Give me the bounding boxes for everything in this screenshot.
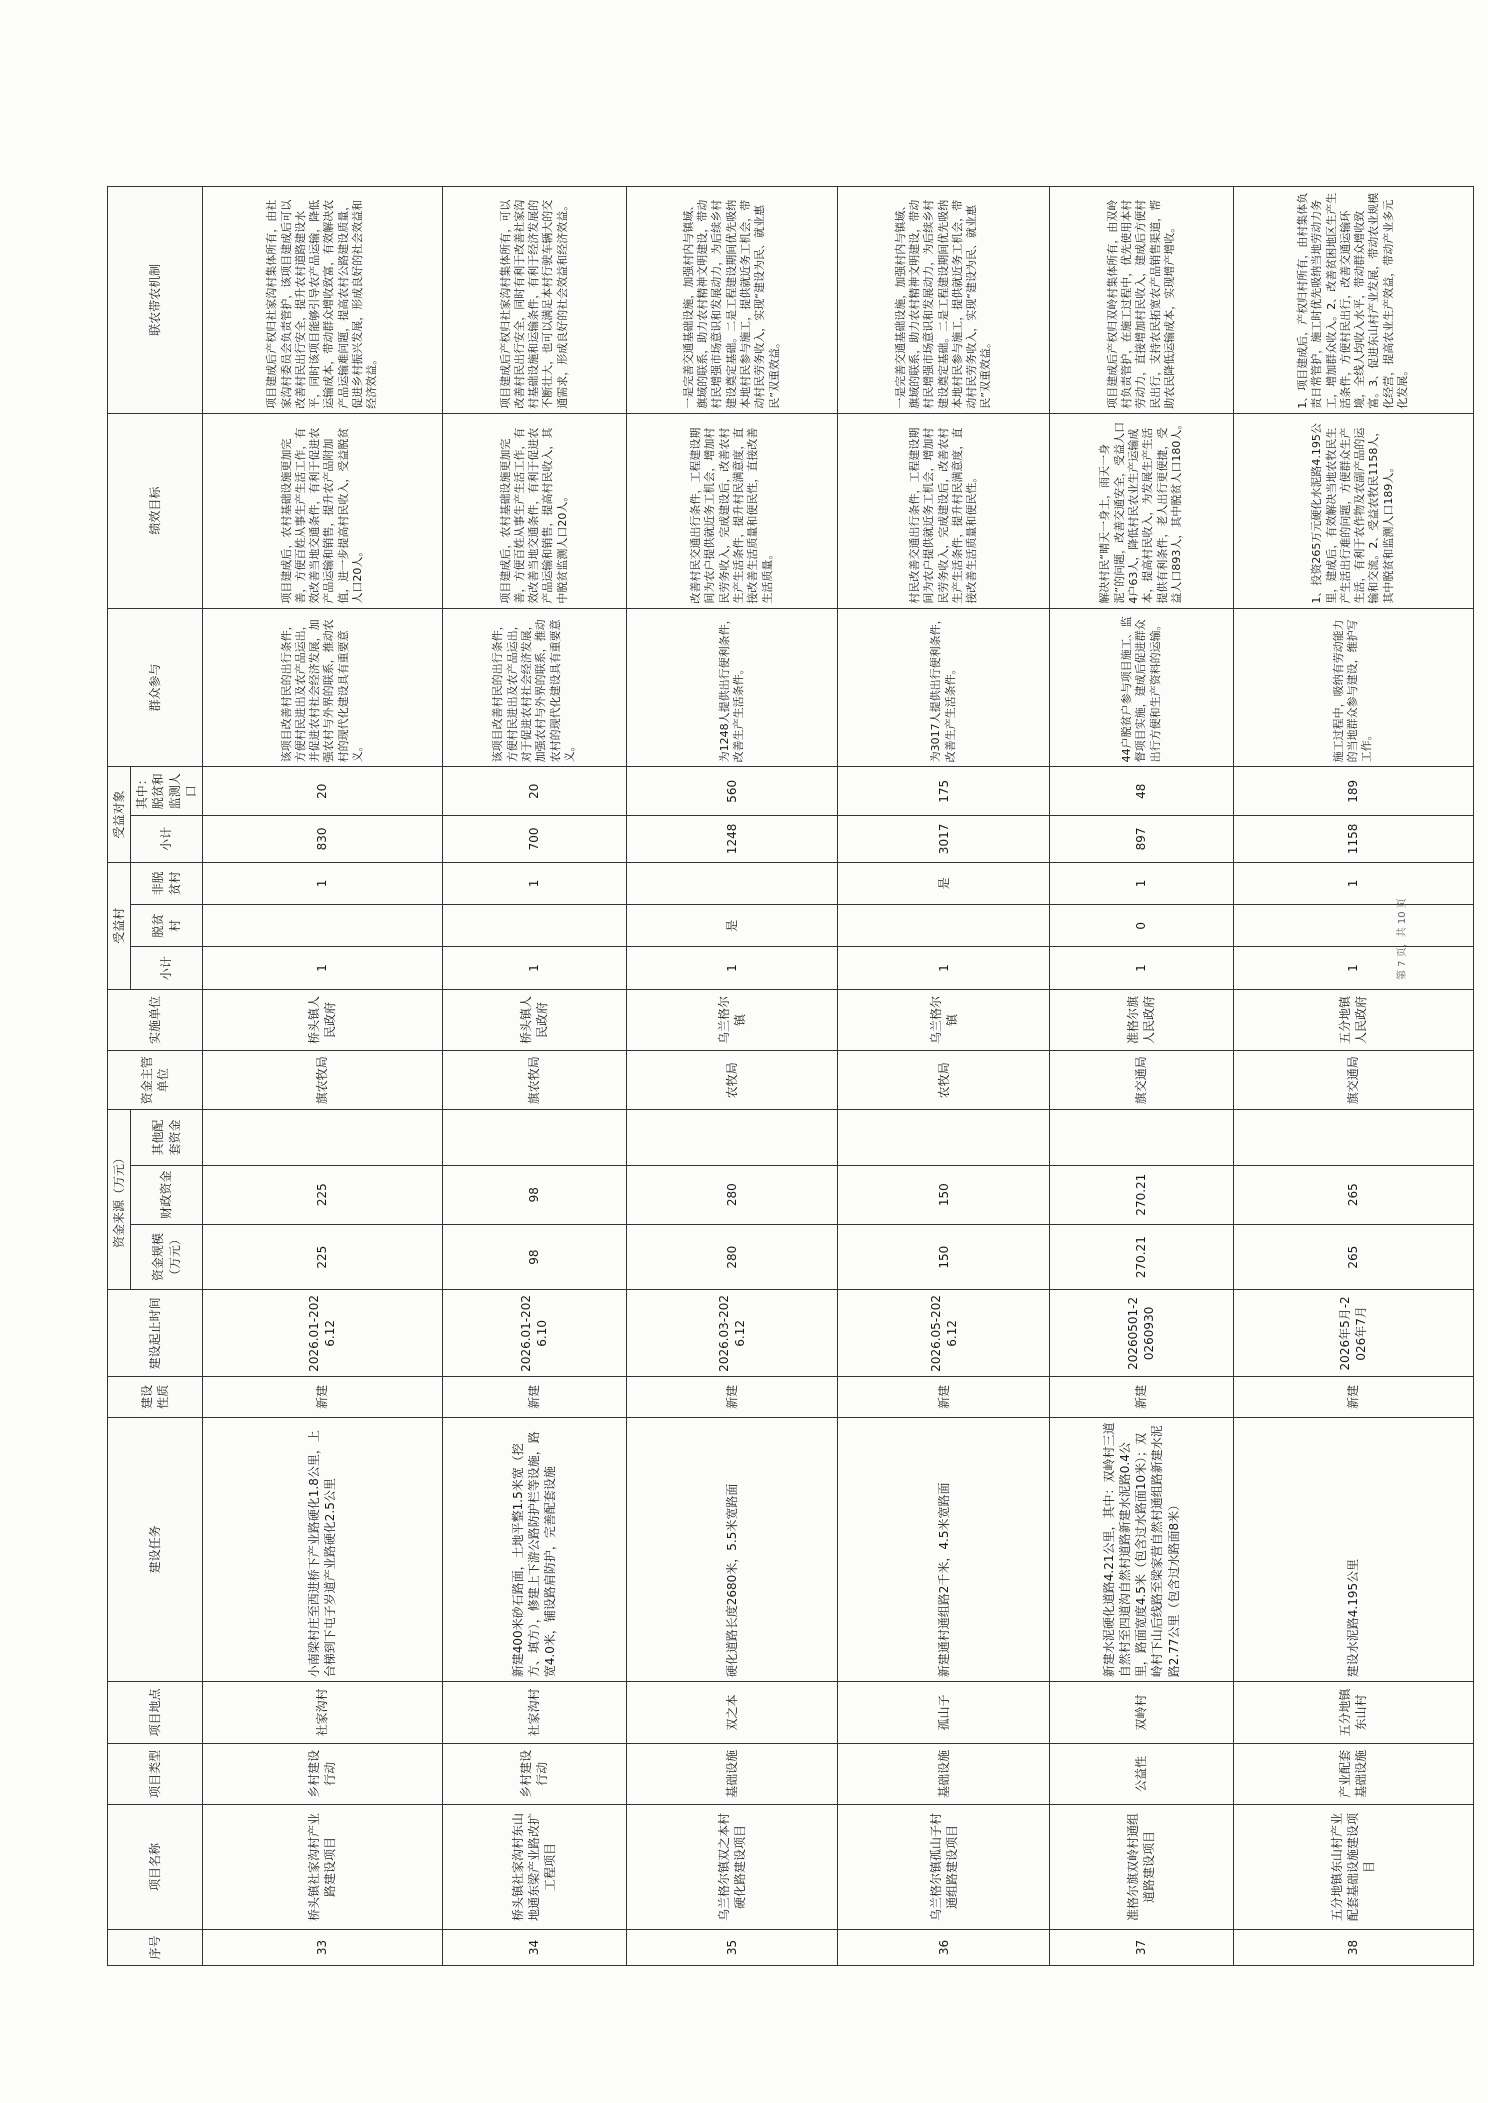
cell-v-poor: 是 <box>626 905 838 947</box>
header-goal: 绩效目标 <box>108 413 203 608</box>
cell-mechanism: 一是完善交通基础设施，加强村内与镇域、旗域的联系，助力农村精神文明建设，带动村民增强市场意识和发展动力，为后续乡村建设奠定基础。二是工程建设期间优先吸纳本地村民参与施工，提供就近务工机会，带动村民劳务收入，实现“建设为民、就业惠民”双重效益。 <box>626 187 838 414</box>
header-mechanism: 联农带农机制 <box>108 187 203 414</box>
cell-other <box>838 1110 1050 1165</box>
cell-other <box>626 1110 838 1165</box>
cell-seq: 37 <box>1050 1930 1234 1966</box>
cell-content: 新建400米砂石路面，土地平整1.5米宽（挖方、填方），修建上下游公路防护栏等设施，路宽4.0米，铺设路肩防护，完善配套设施 <box>443 1417 627 1682</box>
cell-name: 准格尔旗双岭村通组道路建设项目 <box>1050 1805 1234 1930</box>
cell-dept: 旗农牧局 <box>443 1051 627 1110</box>
cell-p-poor: 20 <box>202 767 442 816</box>
table-body <box>202 187 1473 1966</box>
cell-scale: 280 <box>626 1224 838 1290</box>
cell-type: 产业配套基础设施 <box>1233 1743 1473 1804</box>
cell-nature: 新建 <box>626 1377 838 1417</box>
cell-fiscal: 150 <box>838 1165 1050 1224</box>
cell-nature: 新建 <box>443 1377 627 1417</box>
cell-v-total: 1 <box>202 947 442 989</box>
cell-v-total: 1 <box>626 947 838 989</box>
cell-scale: 225 <box>202 1224 442 1290</box>
header-v-nonpoor: 非脱贫村 <box>131 862 203 904</box>
cell-period: 2026年5月-2026年7月 <box>1233 1290 1473 1377</box>
table-row <box>838 187 1050 1966</box>
cell-p-total: 700 <box>443 816 627 863</box>
cell-name: 乌兰格尔镇双之本村硬化路建设项目 <box>626 1805 838 1930</box>
cell-type: 公益性 <box>1050 1743 1234 1804</box>
header-scale: 资金规模（万元） <box>131 1224 203 1290</box>
cell-goal: 改善村民交通出行条件，工程建设期间为农户提供就近务工机会，增加村民劳务收入，完成建设后，改善农村生产生活条件，提升村民满意度，直接改善生活质量和便民性，直接改善生活质量。 <box>626 413 838 608</box>
cell-scale: 98 <box>443 1224 627 1290</box>
cell-v-nonpoor: 1 <box>443 862 627 904</box>
cell-period: 2026.03-2026.12 <box>626 1290 838 1377</box>
header-people-group: 受益对象 <box>108 767 131 862</box>
cell-scale: 265 <box>1233 1224 1473 1290</box>
cell-location: 孤山子 <box>838 1682 1050 1743</box>
page-footer: 第 7 页，共 10 页 <box>1397 898 1408 980</box>
cell-nature: 新建 <box>838 1377 1050 1417</box>
header-nature: 建设性质 <box>108 1377 203 1417</box>
cell-participation: 为1248人提供出行便利条件，改善生产生活条件。 <box>626 608 838 767</box>
cell-p-total: 1248 <box>626 816 838 863</box>
cell-content: 小南梁村庄至西进桥下产业路硬化1.8公里，上台梯到下屯子岁道产业路硬化2.5公里 <box>202 1417 442 1682</box>
cell-v-poor <box>202 905 442 947</box>
cell-v-nonpoor <box>626 862 838 904</box>
cell-name: 桥头镇社家沟村产业路建设项目 <box>202 1805 442 1930</box>
header-row-1 <box>108 187 131 1966</box>
cell-p-poor: 175 <box>838 767 1050 816</box>
cell-p-total: 897 <box>1050 816 1234 863</box>
cell-location: 双岭村 <box>1050 1682 1234 1743</box>
table-row <box>626 187 838 1966</box>
cell-name: 乌兰格尔镇孤山子村通组路建设项目 <box>838 1805 1050 1930</box>
header-fiscal: 财政资金 <box>131 1165 203 1224</box>
cell-impl: 乌兰格尔镇 <box>626 989 838 1050</box>
header-location: 项目地点 <box>108 1682 203 1743</box>
cell-impl: 桥头镇人民政府 <box>443 989 627 1050</box>
cell-goal: 解决村民“晴天一身土，雨天一身泥”的问题，改善交通安全，受益人口4户63人，降低村民农业生产运输成本，提高村民收入，为发展生产生活提供有利条件，老人出行更便捷，受益人口893人，其中脱贫人口180人。 <box>1050 413 1234 608</box>
cell-type: 乡村建设行动 <box>443 1743 627 1804</box>
cell-seq: 36 <box>838 1930 1050 1966</box>
cell-v-nonpoor: 1 <box>1050 862 1234 904</box>
cell-p-total: 1158 <box>1233 816 1473 863</box>
cell-nature: 新建 <box>202 1377 442 1417</box>
cell-fiscal: 265 <box>1233 1165 1473 1224</box>
table-row <box>443 187 627 1966</box>
cell-v-nonpoor: 1 <box>1233 862 1473 904</box>
cell-participation: 该项目改善村民的出行条件，方便村民进出及农产品运出，对于促进农村社会经济发展，加强农村与外界的联系，推动农村的现代化建设具有重要意义。 <box>443 608 627 767</box>
table-row <box>1233 187 1473 1966</box>
header-participation: 群众参与 <box>108 608 203 767</box>
header-impl: 实施单位 <box>108 989 203 1050</box>
cell-seq: 35 <box>626 1930 838 1966</box>
header-name: 项目名称 <box>108 1805 203 1930</box>
header-villages-group: 受益村 <box>108 862 131 989</box>
cell-period: 2026.01-2026.12 <box>202 1290 442 1377</box>
cell-p-poor: 20 <box>443 767 627 816</box>
cell-period: 2026.01-2026.10 <box>443 1290 627 1377</box>
cell-v-poor <box>443 905 627 947</box>
cell-name: 桥头镇社家沟村东山地通东梁产业路改扩工程项目 <box>443 1805 627 1930</box>
cell-mechanism: 项目建成后产权归社家沟村集体所有，可以改善村民出行安全，同时有利于改善社家沟村基础设施和运输条件，有利于经济发展的不断壮大，也可以满足本村行驶车辆大的交通需求，形成良好的社会效益和经济效益。 <box>443 187 627 414</box>
cell-type: 基础设施 <box>626 1743 838 1804</box>
cell-content: 建设水泥路4.195公里 <box>1233 1417 1473 1682</box>
cell-v-poor <box>1233 905 1473 947</box>
cell-scale: 150 <box>838 1224 1050 1290</box>
cell-dept: 农牧局 <box>838 1051 1050 1110</box>
cell-mechanism: 1、项目建成后，产权归村所有，由村集体负责日常管护，施工时优先吸纳当地劳动力务工，增加群众收入。2、改善贫困地区生产生活条件，方便村民出行，改善交通运输环境，全线人均收入水平，带动群众增收致富。3、促进东山村产业发展，带动农业规模化经营，提高农业生产效益，带动产业多元化发展。 <box>1233 187 1473 414</box>
cell-seq: 34 <box>443 1930 627 1966</box>
cell-impl: 准格尔旗人民政府 <box>1050 989 1234 1050</box>
cell-goal: 项目建成后，农村基础设施更加完善，方便百姓从事生产生活工作，有效改善当地交通条件，有利于促进农产品运输和销售，提高村民收入，其中脱贫监测人口20人。 <box>443 413 627 608</box>
header-type: 项目类型 <box>108 1743 203 1804</box>
cell-impl: 乌兰格尔镇 <box>838 989 1050 1050</box>
cell-name: 五分地镇东山村产业配套基础设施建设项目 <box>1233 1805 1473 1930</box>
cell-type: 基础设施 <box>838 1743 1050 1804</box>
cell-content: 硬化道路长度2680米，5.5米宽路面 <box>626 1417 838 1682</box>
header-v-total: 小计 <box>131 947 203 989</box>
cell-v-total: 1 <box>1050 947 1234 989</box>
cell-goal: 1、投资265万元硬化水泥路4.195公里，建成后，有效解决当地农牧民生产生活出行难的问题，方便群众生产生活，有利于农作物及农副产品的运输和交流。2、受益农牧民1158人，其中脱贫和监测人口189人。 <box>1233 413 1473 608</box>
cell-participation: 该项目改善村民的出行条件，方便村民进出及农产品运出，并促进农村社会经济发展，加强农村与外界的联系，推动农村的现代化建设具有重要意义。 <box>202 608 442 767</box>
cell-fiscal: 98 <box>443 1165 627 1224</box>
cell-mechanism: 项目建成后产权归社家沟村集体所有，由社家沟村委员会负责管护，该项目建成后可以改善村民出行安全，提升农村道路建设水平，同时该项目能够引导农产品运输，降低运输成本，带动群众增收致富，有效解决农产品运输难问题，提高农村公路建设质量，促进乡村振兴发展，形成良好的社会效益和经济效益。 <box>202 187 442 414</box>
header-content: 建设任务 <box>108 1417 203 1682</box>
cell-seq: 33 <box>202 1930 442 1966</box>
cell-seq: 38 <box>1233 1930 1473 1966</box>
cell-v-poor: 0 <box>1050 905 1234 947</box>
cell-impl: 桥头镇人民政府 <box>202 989 442 1050</box>
table-row <box>202 187 442 1966</box>
cell-fiscal: 225 <box>202 1165 442 1224</box>
cell-p-poor: 560 <box>626 767 838 816</box>
cell-content: 新建通村通组路2千米，4.5米宽路面 <box>838 1417 1050 1682</box>
cell-dept: 旗交通局 <box>1233 1051 1473 1110</box>
header-p-poor: 其中：脱贫和监测人口 <box>131 767 203 816</box>
cell-p-total: 3017 <box>838 816 1050 863</box>
cell-nature: 新建 <box>1050 1377 1234 1417</box>
cell-mechanism: 一是完善交通基础设施，加强村内与镇域、旗域的联系，助力农村精神文明建设，带动村民增强市场意识和发展动力，为后续乡村建设奠定基础。二是工程建设期间优先吸纳本地村民参与施工，提供就近务工机会，带动村民劳务收入，实现“建设为民、就业惠民”双重效益。 <box>838 187 1050 414</box>
cell-goal: 村民改善交通出行条件，工程建设期间为农户提供就近务工机会，增加村民劳务收入，完成建设后，改善农村生产生活条件，提升村民满意度，直接改善生活质量和便民性。 <box>838 413 1050 608</box>
cell-dept: 农牧局 <box>626 1051 838 1110</box>
cell-period: 2026.05-2026.12 <box>838 1290 1050 1377</box>
cell-v-total: 1 <box>1233 947 1473 989</box>
table-row <box>1050 187 1234 1966</box>
cell-participation: 施工过程中，吸纳有劳动能力的当地群众参与建设，维护写工作。 <box>1233 608 1473 767</box>
cell-type: 乡村建设行动 <box>202 1743 442 1804</box>
header-p-total: 小计 <box>131 816 203 863</box>
cell-fiscal: 270.21 <box>1050 1165 1234 1224</box>
cell-v-poor <box>838 905 1050 947</box>
cell-scale: 270.21 <box>1050 1224 1234 1290</box>
cell-period: 20260501-20260930 <box>1050 1290 1234 1377</box>
cell-v-nonpoor: 是 <box>838 862 1050 904</box>
cell-other <box>202 1110 442 1165</box>
cell-mechanism: 项目建成后产权归双岭村集体所有，由双岭村负责管护，在施工过程中，优先使用本村劳动力，直接增加村民收入，建成后方便村民出行，支持农民拓宽农产品销售渠道，帮助农民降低运输成本，实现增产增收。 <box>1050 187 1234 414</box>
cell-participation: 为3017人提供出行便利条件，改善生产生活条件。 <box>838 608 1050 767</box>
cell-fiscal: 280 <box>626 1165 838 1224</box>
cell-impl: 五分地镇人民政府 <box>1233 989 1473 1050</box>
cell-nature: 新建 <box>1233 1377 1473 1417</box>
cell-other <box>443 1110 627 1165</box>
header-funds-group: 资金来源（万元） <box>108 1110 131 1290</box>
cell-other <box>1050 1110 1234 1165</box>
header-period: 建设起止时间 <box>108 1290 203 1377</box>
cell-v-total: 1 <box>443 947 627 989</box>
cell-other <box>1233 1110 1473 1165</box>
cell-dept: 旗农牧局 <box>202 1051 442 1110</box>
cell-v-total: 1 <box>838 947 1050 989</box>
cell-dept: 旗交通局 <box>1050 1051 1234 1110</box>
cell-p-poor: 48 <box>1050 767 1234 816</box>
cell-location: 五分地镇东山村 <box>1233 1682 1473 1743</box>
header-other: 其他配套资金 <box>131 1110 203 1165</box>
cell-location: 社家沟村 <box>202 1682 442 1743</box>
cell-participation: 44户脱贫户参与项目施工、监督项目实施，建成后促进群众出行方便和生产资料的运输。 <box>1050 608 1234 767</box>
cell-content: 新建水泥硬化道路4.21公里，其中：双岭村三道自然村至四道沟自然村道路新建水泥路0.4公里，路面宽度4.5米（包含过水路面10米）；双岭村下山后线路至梁家营自然村通组路新建水泥路2.77公里（包含过水路面8米） <box>1050 1417 1234 1682</box>
header-seq: 序号 <box>108 1930 203 1966</box>
cell-p-total: 830 <box>202 816 442 863</box>
header-v-poor: 脱贫村 <box>131 905 203 947</box>
cell-location: 双之本 <box>626 1682 838 1743</box>
cell-location: 社家沟村 <box>443 1682 627 1743</box>
cell-goal: 项目建成后，农村基础设施更加完善，方便百姓从事生产生活工作，有效改善当地交通条件，有利于促进农产品运输和销售，提升农产品附加值，进一步提高村民收入，受益脱贫人口20人。 <box>202 413 442 608</box>
cell-v-nonpoor: 1 <box>202 862 442 904</box>
project-table <box>107 186 1474 1966</box>
cell-p-poor: 189 <box>1233 767 1473 816</box>
header-dept: 资金主管单位 <box>108 1051 203 1110</box>
